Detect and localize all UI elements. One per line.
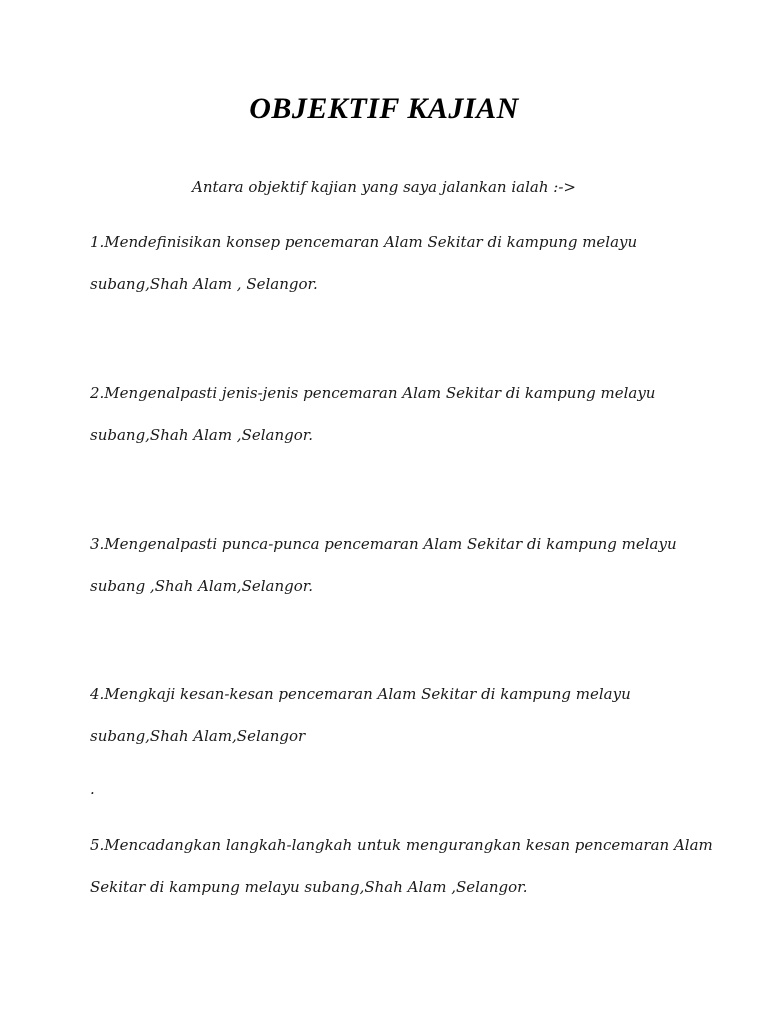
objective-1-line-1: 1.Mendefinisikan konsep pencemaran Alam Sekitar di kampung melayu bbox=[90, 233, 638, 251]
objective-3-line-1: 3.Mengenalpasti punca-punca pencemaran Alam Sekitar di kampung melayu bbox=[90, 535, 677, 553]
document-title: OBJEKTIF KAJIAN bbox=[249, 92, 519, 125]
objective-3-line-2: subang ,Shah Alam,Selangor. bbox=[90, 577, 314, 595]
objective-4-line-1: 4.Mengkaji kesan-kesan pencemaran Alam Sekitar di kampung melayu bbox=[90, 685, 631, 703]
objective-4-line-2: subang,Shah Alam,Selangor bbox=[90, 727, 306, 745]
objective-5-line-2: Sekitar di kampung melayu subang,Shah Alam ,Selangor. bbox=[90, 878, 528, 896]
objective-1-line-2: subang,Shah Alam , Selangor. bbox=[90, 275, 318, 293]
objective-4-trailing-period: . bbox=[90, 780, 95, 798]
objective-5-line-1: 5.Mencadangkan langkah-langkah untuk mengurangkan kesan pencemaran Alam bbox=[90, 836, 713, 854]
objective-2-line-2: subang,Shah Alam ,Selangor. bbox=[90, 426, 314, 444]
intro-text: Antara objektif kajian yang saya jalankan ialah :-> bbox=[192, 178, 576, 196]
objective-2-line-1: 2.Mengenalpasti jenis-jenis pencemaran Alam Sekitar di kampung melayu bbox=[90, 384, 656, 402]
